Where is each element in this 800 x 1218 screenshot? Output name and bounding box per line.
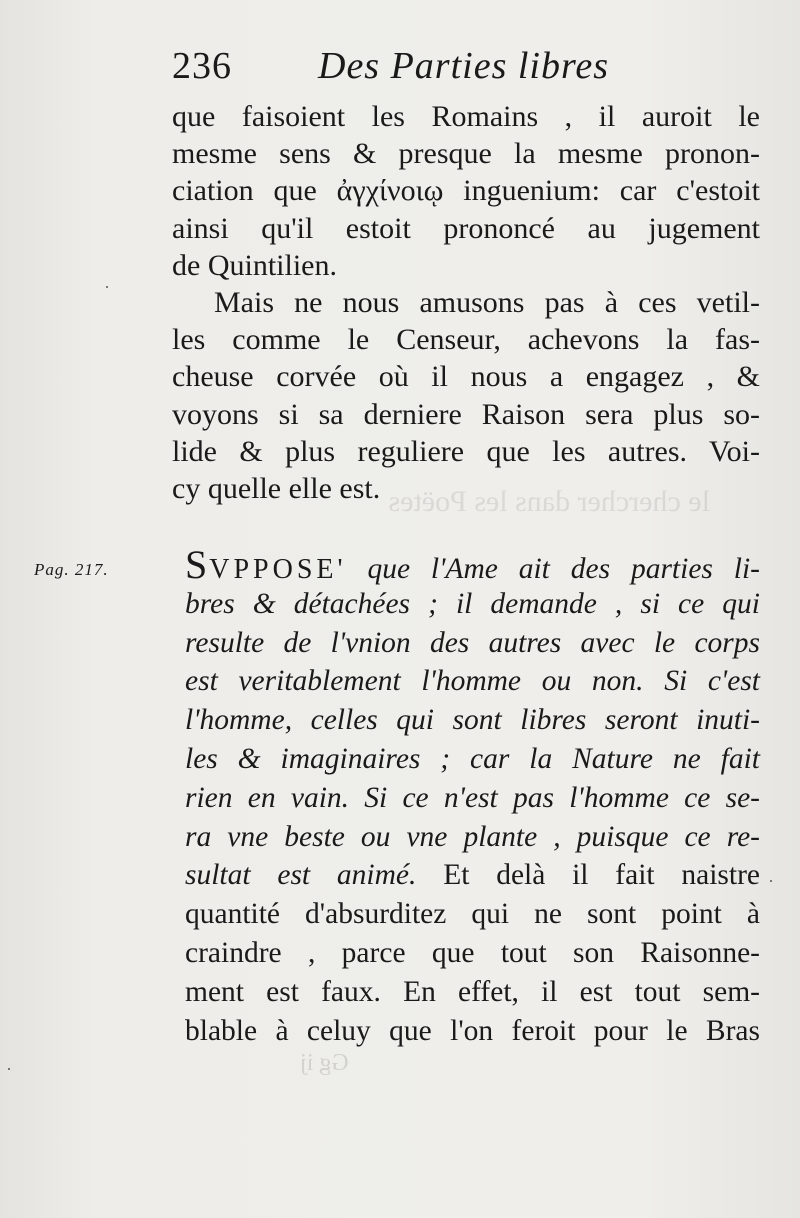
text-line: les & imaginaires ; car la Nature ne fait [185, 742, 760, 775]
paper-speck [8, 1068, 10, 1070]
running-title: Des Parties libres [318, 45, 610, 87]
bleed-through-signature: Gg ij [300, 1050, 349, 1076]
text-line: ciation que ἀγχίνοιῳ inguenium: car c'estoit [172, 174, 760, 208]
text-line: cy quelle elle est. [172, 471, 381, 505]
text-line-dropcap [185, 542, 760, 587]
drop-cap: S [185, 542, 210, 587]
body-text-top [172, 98, 760, 507]
bleed-through-text: le chercher dans les Poëtes [388, 485, 710, 518]
text-line: ment est faux. En effet, il est tout sem- [185, 975, 760, 1008]
marginal-page-reference: Pag. 217. [34, 560, 109, 579]
text-line: quantité d'absurditez qui ne sont point à [185, 898, 760, 931]
paper-speck [106, 286, 108, 288]
text-line: de Quintilien. [172, 248, 337, 282]
text-line: est veritablement l'homme ou non. Si c'est [185, 665, 760, 698]
text-line: cheuse corvée où il nous a engagez , & [172, 360, 760, 394]
page-number: 236 [172, 45, 232, 87]
text-line: voyons si sa derniere Raison sera plus so- [172, 397, 760, 431]
text-line-mixed [185, 856, 760, 895]
text-line: bres & détachées ; il demande , si ce qui [185, 587, 760, 620]
paper-speck [770, 880, 772, 882]
text-line: les comme le Censeur, achevons la fas- [172, 323, 760, 357]
small-caps-word: VPPOSE' [209, 554, 347, 585]
page-header [172, 38, 692, 98]
text-line: craindre , parce que tout son Raisonne- [185, 936, 760, 969]
text-line: blable à celuy que l'on feroit pour le Bras [185, 1014, 760, 1047]
text-line: resulte de l'vnion des autres avec le corps [185, 626, 760, 659]
text-line: Mais ne nous amusons pas à ces vetil- [214, 285, 760, 319]
text-line: ra vne beste ou vne plante , puisque ce re- [185, 820, 760, 853]
italic-text: sultat est animé. [185, 859, 417, 892]
text-line: lide & plus reguliere que les autres. Voi- [172, 434, 760, 468]
text-line: rien en vain. Si ce n'est pas l'homme ce se- [185, 781, 760, 814]
text-line: mesme sens & presque la mesme pronon- [172, 137, 760, 171]
text-line: ainsi qu'il estoit prononcé au jugement [172, 211, 760, 245]
text-line: que faisoient les Romains , il auroit le [172, 100, 760, 133]
body-text-quotation [185, 542, 761, 1050]
roman-text: Et delà il fait naistre [443, 859, 761, 892]
text-line: l'homme, celles qui sont libres seront inuti- [185, 704, 760, 737]
italic-text: que l'Ame ait des parties li- [367, 553, 760, 585]
